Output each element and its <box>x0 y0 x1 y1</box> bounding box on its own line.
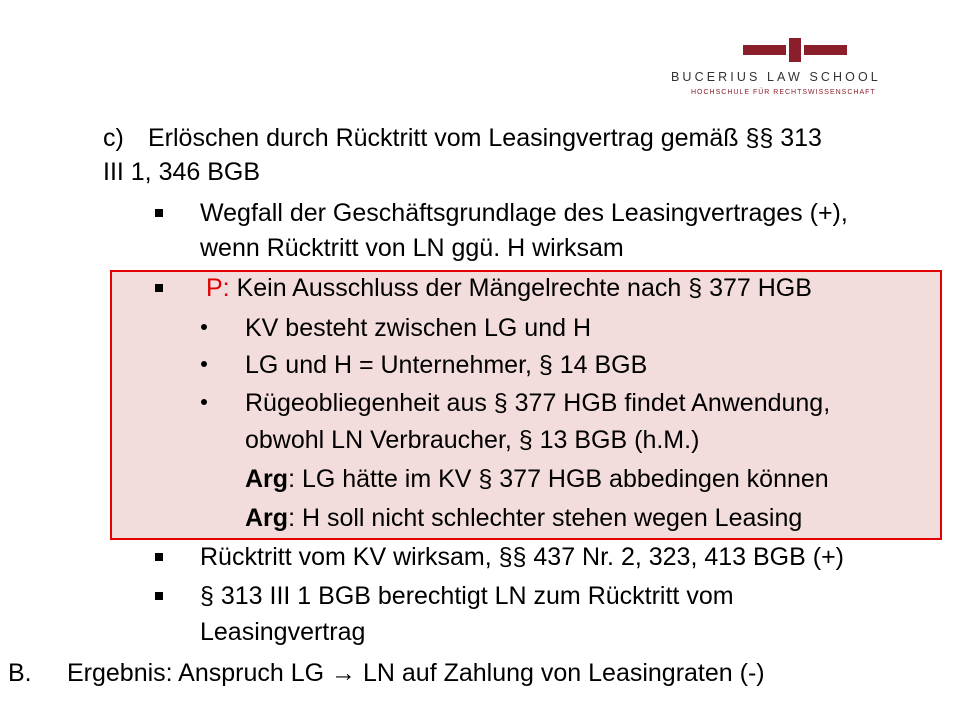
argument-2 <box>245 503 802 533</box>
round-bullet-icon <box>201 399 207 405</box>
round-bullet-icon <box>201 324 207 330</box>
logo-wordmark: BUCERIUS LAW SCHOOL <box>671 70 881 84</box>
item1-line1: Wegfall der Geschäftsgrundlage des Leasingvertrages (+), <box>200 199 848 227</box>
section-b-result: Ergebnis: Anspruch LG → LN auf Zahlung von Leasingraten (-) <box>67 659 765 687</box>
argument-1 <box>245 464 829 494</box>
problem-prefix: P: <box>206 274 230 302</box>
arg-label: Arg <box>245 504 289 532</box>
item4-line2: Leasingvertrag <box>200 618 366 646</box>
item3: Rücktritt vom KV wirksam, §§ 437 Nr. 2, 323, 413 BGB (+) <box>200 543 844 571</box>
argument-1-text: : LG hätte im KV § 377 HGB abbedingen können <box>288 465 829 493</box>
sub-item-3-line1: Rügeobliegenheit aus § 377 HGB findet Anwendung, <box>245 389 831 417</box>
square-bullet-icon <box>155 553 163 561</box>
logo-subtitle: HOCHSCHULE FÜR RECHTSWISSENSCHAFT <box>691 89 876 96</box>
arg-label: Arg <box>245 465 289 493</box>
sub-item-2: LG und H = Unternehmer, § 14 BGB <box>245 351 648 379</box>
section-b-marker: B. <box>8 659 32 687</box>
round-bullet-icon <box>201 361 207 367</box>
heading-c-line1: Erlöschen durch Rücktritt vom Leasingvertrag gemäß §§ 313 <box>148 124 822 152</box>
square-bullet-icon <box>155 209 163 217</box>
sub-item-3-line2: obwohl LN Verbraucher, § 13 BGB (h.M.) <box>245 426 700 454</box>
item1-line2: wenn Rücktritt von LN ggü. H wirksam <box>200 234 624 262</box>
heading-c-line2: III 1, 346 BGB <box>103 158 261 186</box>
square-bullet-icon <box>155 284 163 292</box>
item2-problem <box>206 273 812 303</box>
item4-line1: § 313 III 1 BGB berechtigt LN zum Rücktritt vom <box>200 582 734 610</box>
heading-c-marker: c) <box>103 124 124 152</box>
sub-item-1: KV besteht zwischen LG und H <box>245 314 592 342</box>
argument-2-text: : H soll nicht schlechter stehen wegen Leasing <box>288 504 803 532</box>
bucerius-logo-mark <box>743 38 847 62</box>
problem-text: Kein Ausschluss der Mängelrechte nach § 377 HGB <box>229 274 812 302</box>
square-bullet-icon <box>155 592 163 600</box>
